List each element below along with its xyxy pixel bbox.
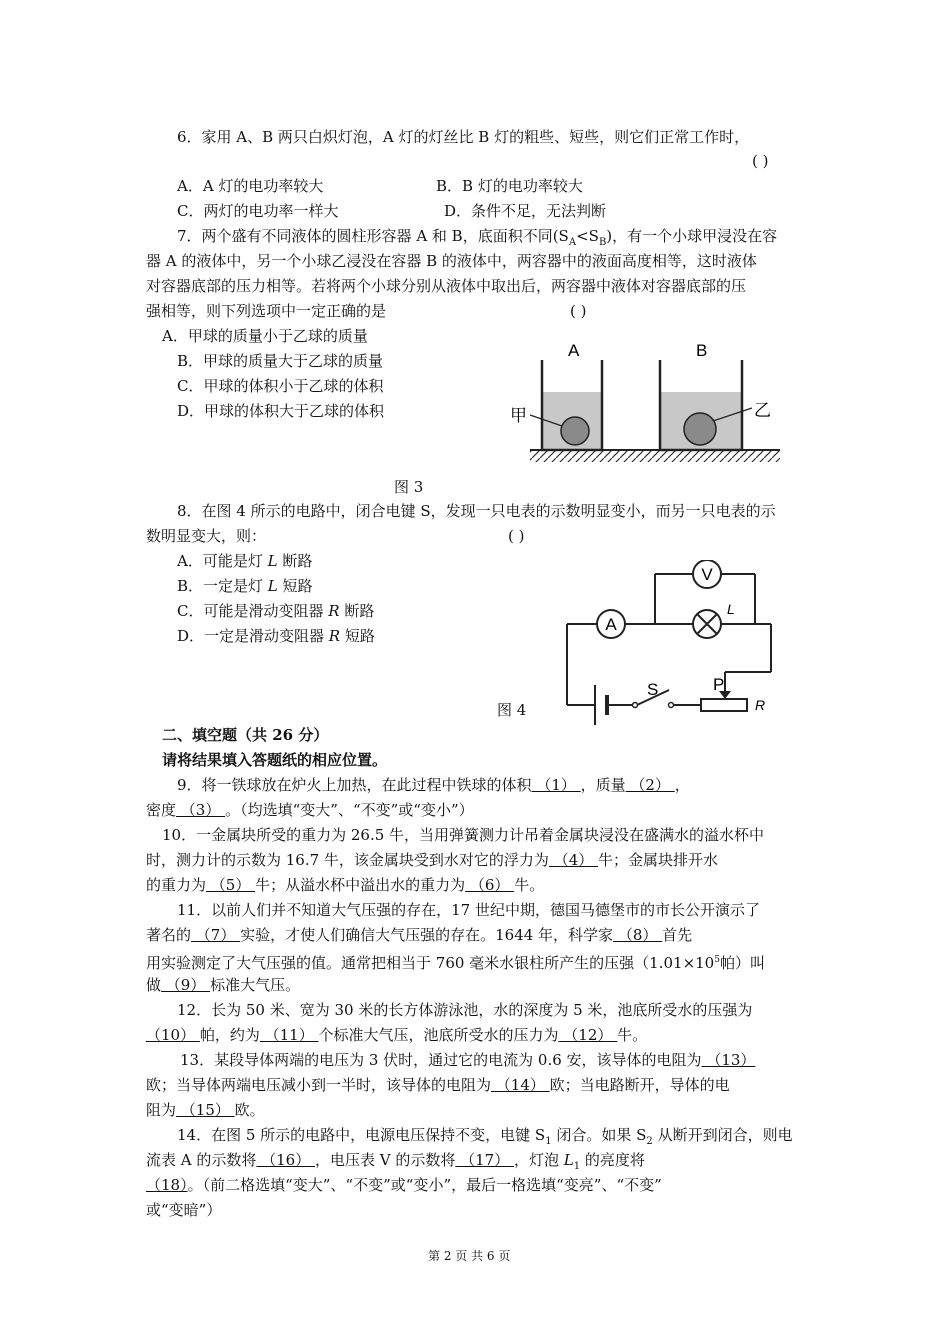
q13-line-1: 13．某段导体两端的电压为 3 伏时，通过它的电流为 0.6 安，该导体的电阻为 （13） (180, 1051, 756, 1069)
q11-line-3: 用实验测定了大气压强的值。通常把相当于 760 毫米水银柱所产生的压强（$1.01\times 10^5$帕）叫 (146, 954, 765, 972)
figure-3-containers (500, 330, 790, 470)
q7-answer-paren: ( ) (570, 302, 587, 320)
q7-option-d: D．甲球的体积大于乙球的体积 (177, 402, 385, 420)
q13-line-2: 欧；当导体两端电压减小到一半时，该导体的电阻为 （14） 欧；当电路断开，导体的电 (146, 1076, 730, 1094)
ball-yi (684, 413, 716, 445)
label-jia: 甲 (510, 406, 527, 425)
q10-line-2: 时，测力计的示数为 16.7 牛，该金属块受到水对它的浮力为 （4） 牛；金属块排开水 (146, 851, 719, 869)
blank-4: （4） (548, 851, 599, 869)
resistor-label: R (755, 697, 766, 713)
figure-4-caption: 图 4 (497, 701, 527, 719)
blank-1: （1） (531, 776, 581, 794)
section-title: 二、填空题（共 26 分） (162, 726, 329, 744)
q8-option-b: B．一定是灯 L 短路 (177, 577, 313, 595)
q14-line-4: 或“变暗”） (146, 1201, 222, 1219)
label-container-a: A (568, 341, 580, 360)
q9-line-2: 密度 （3） 。（均选填“变大”、“不变”或“变小”） (146, 801, 474, 819)
lamp-label: L (727, 601, 735, 617)
q14-line-3: （18）。（前二格选填“变大”、“不变”或“变小”，最后一格选填“变亮”、“不变” (146, 1176, 662, 1194)
q9-line-1: 9．将一铁球放在炉火上加热，在此过程中铁球的体积 （1） ，质量 （2） ， (177, 776, 690, 794)
blank-6: （6） (465, 876, 515, 894)
q6-answer-paren: ( ) (752, 152, 769, 170)
q7-option-b: B．甲球的质量大于乙球的质量 (177, 352, 384, 370)
q8-line-2: 数明显变大，则： (146, 527, 267, 545)
q8-option-a: A．可能是灯 L 断路 (177, 552, 313, 570)
section-instruction: 请将结果填入答题纸的相应位置。 (162, 751, 388, 769)
blank-11: （11） (259, 1026, 319, 1044)
voltmeter-label: V (701, 565, 713, 584)
blank-9: （9） (161, 976, 211, 994)
q6-option-b: B．B 灯的电功率较大 (436, 177, 583, 195)
q8-line-1: 8．在图 4 所示的电路中，闭合电键 S，发现一只电表的示数明显变小，而另一只电表的示 (177, 502, 776, 520)
q12-line-1: 12．长为 50 米、宽为 30 米的长方体游泳池，水的深度为 5 米，池底所受水的压强为 (177, 1001, 753, 1019)
q13-line-3: 阻为 （15） 欧。 (146, 1101, 265, 1119)
q10-line-1: 10．一金属块所受的重力为 26.5 牛，当用弹簧测力计吊着金属块浸没在盛满水的溢水杯中 (162, 826, 765, 844)
q12-line-2: （10） 帕，约为 （11） 个标准大气压，池底所受水的压力为 （12） 牛。 (146, 1026, 648, 1044)
blank-15: （15） (176, 1101, 235, 1119)
blank-12: （12） (558, 1026, 618, 1044)
q7-option-a: A．甲球的质量小于乙球的质量 (162, 327, 368, 345)
blank-8: （8） (613, 926, 663, 944)
q6-option-c: C．两灯的电功率一样大 (177, 202, 339, 220)
q6-stem: 6．家用 A、B 两只白炽灯泡，A 灯的灯丝比 B 灯的粗些、短些，则它们正常工作时， (177, 128, 750, 146)
blank-5: （5） (206, 876, 256, 894)
q14-line-1: 14．在图 5 所示的电路中，电源电压保持不变，电键 $S_1$ 闭合。如果 $S_2$ 从断开到闭合，则电 (177, 1126, 793, 1147)
q10-line-3: 的重力为 （5） 牛；从溢水杯中溢出水的重力为 （6） 牛。 (146, 876, 545, 894)
blank-16: （16） (256, 1151, 315, 1169)
q6-option-a: A．A 灯的电功率较大 (177, 177, 324, 195)
q11-line-4: 做 （9） 标准大气压。 (146, 976, 301, 994)
q11-line-1: 11．以前人们并不知道大气压强的存在，17 世纪中期，德国马德堡市的市长公开演示了 (177, 901, 760, 919)
label-yi: 乙 (754, 401, 771, 420)
figure-4-circuit (555, 560, 785, 730)
label-container-b: B (696, 341, 708, 360)
q7-line-3: 对容器底部的压力相等。若将两个小球分别从液体中取出后，两容器中液体对容器底部的压 (146, 277, 747, 295)
blank-3: （3） (176, 801, 226, 819)
q14-line-2: 流表 A 的示数将 （16） ，电压表 V 的示数将 （17） ，灯泡 $L_1$ 的亮度将 (146, 1151, 645, 1172)
q7-line-2: 器 A 的液体中，另一个小球乙浸没在容器 B 的液体中，两容器中的液面高度相等，这时液体 (146, 252, 757, 270)
blank-13: （13） (701, 1051, 756, 1069)
blank-10: （10） (146, 1026, 200, 1044)
q8-option-c: C．可能是滑动变阻器 R 断路 (177, 602, 375, 620)
blank-17: （17） (455, 1151, 514, 1169)
blank-18: （18） (146, 1176, 188, 1194)
q6-option-d: D．条件不足，无法判断 (444, 202, 607, 220)
q11-line-2: 著名的 （7） 实验，才使人们确信大气压强的存在。1644 年，科学家 （8） 首先 (146, 926, 693, 944)
q8-option-d: D．一定是滑动变阻器 R 短路 (177, 627, 375, 645)
blank-7: （7） (191, 926, 241, 944)
q7-line-4: 强相等，则下列选项中一定正确的是 (146, 302, 387, 320)
q7-option-c: C．甲球的体积小于乙球的体积 (177, 377, 384, 395)
blank-14: （14） (491, 1076, 550, 1094)
ground-hatch (530, 450, 780, 462)
ball-jia (561, 417, 589, 445)
q7-line-1: 7．两个盛有不同液体的圆柱形容器 A 和 B，底面积不同$(S_A<S_B)$，有一个小球甲浸没在容 (177, 227, 778, 248)
page-footer: 第 2 页 共 6 页 (428, 1249, 511, 1263)
ammeter-label: A (605, 615, 617, 634)
blank-2: （2） (625, 776, 675, 794)
q8-answer-paren: ( ) (508, 527, 525, 545)
slider-label: P (713, 675, 725, 694)
switch-label: S (647, 680, 659, 699)
figure-3-caption: 图 3 (394, 478, 424, 496)
